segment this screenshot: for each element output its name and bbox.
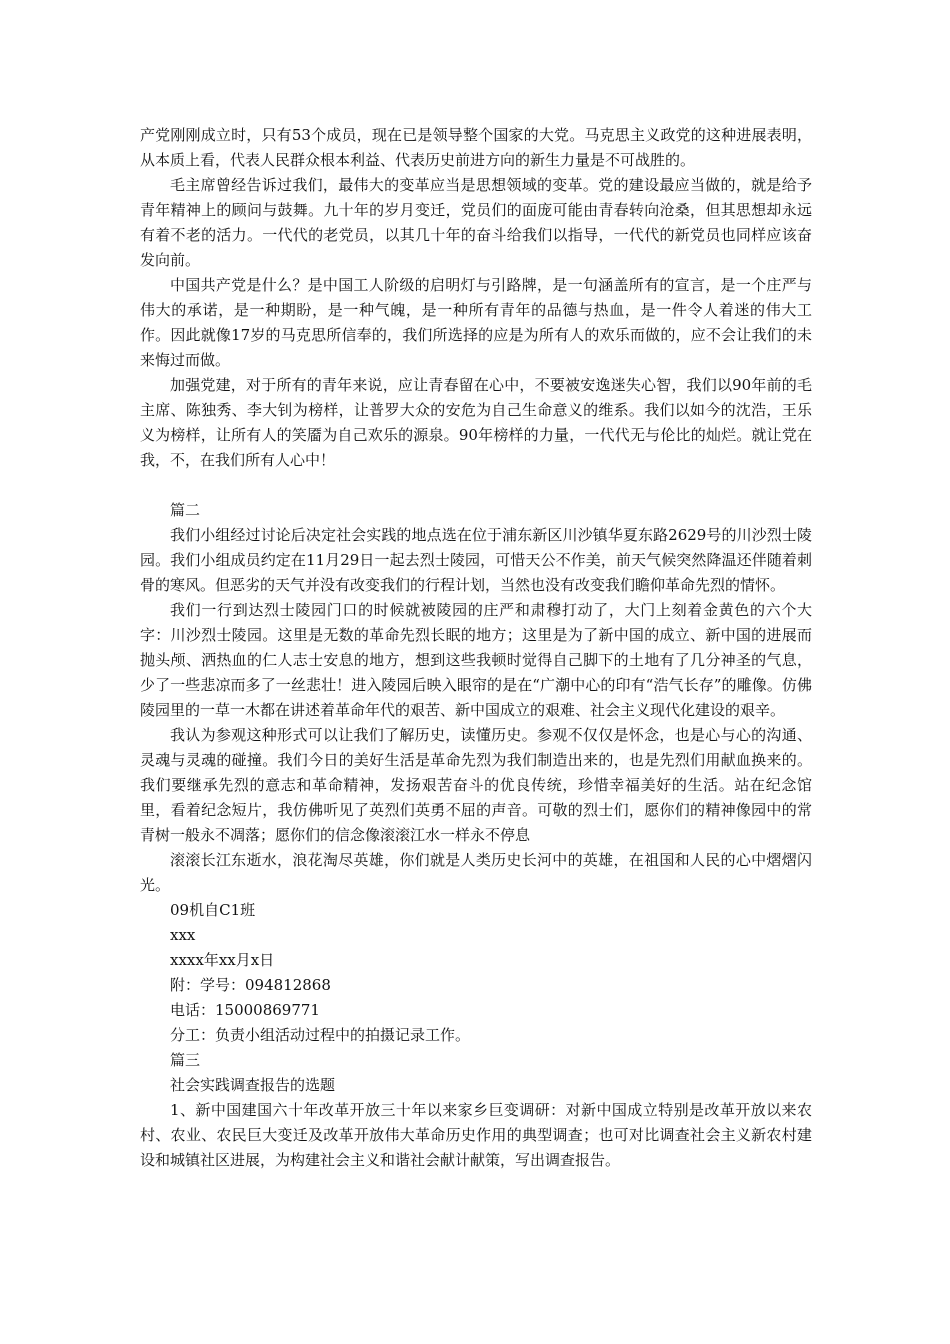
- paragraph: 加强党建，对于所有的青年来说，应让青春留在心中，不要被安逸迷失心智，我们以90年前的毛主席、陈独秀、李大钊为榜样，让普罗大众的安危为自己生命意义的维系。我们以如今的沈浩，王乐义为榜样，让所有人的笑靥为自己欢乐的源泉。90年榜样的力量，一代代无与伦比的灿烂。就让党在我，不，在我们所有人心中！: [140, 376, 812, 469]
- section-heading: 篇三: [170, 1051, 201, 1069]
- role-description: 分工：负责小组活动过程中的拍摄记录工作。: [170, 1026, 471, 1044]
- paragraph: 滚滚长江东逝水，浪花淘尽英雄，你们就是人类历史长河中的英雄，在祖国和人民的心中熠熠闪光。: [140, 851, 812, 894]
- paragraph: 1、新中国建国六十年改革开放三十年以来家乡巨变调研：对新中国成立特别是改革开放以来农村、农业、农民巨大变迁及改革开放伟大革命历史作用的典型调查；也可对比调查社会主义新农村建设和城镇社区进展，为构建社会主义和谐社会献计献策，写出调查报告。: [140, 1101, 812, 1169]
- paragraph: 毛主席曾经告诉过我们，最伟大的变革应当是思想领域的变革。党的建设最应当做的，就是给予青年精神上的顾问与鼓舞。九十年的岁月变迁，党员们的面庞可能由青春转向沧桑，但其思想却永远有着不老的活力。一代代的老党员，以其几十年的奋斗给我们以指导，一代代的新党员也同样应该奋发向前。: [140, 176, 812, 269]
- phone-number: 电话：15000869771: [170, 1001, 320, 1019]
- section-heading: 篇二: [170, 501, 201, 519]
- paragraph-continued: 产党刚刚成立时，只有53个成员，现在已是领导整个国家的大党。马克思主义政党的这种进展表明，从本质上看，代表人民群众根本利益、代表历史前进方向的新生力量是不可战胜的。: [140, 126, 812, 169]
- blank-line: [140, 473, 812, 498]
- class-name: 09机自C1班: [170, 901, 256, 919]
- document-page: [140, 123, 812, 1173]
- paragraph: 我们一行到达烈士陵园门口的时候就被陵园的庄严和肃穆打动了，大门上刻着金黄色的六个大字：川沙烈士陵园。这里是无数的革命先烈长眠的地方；这里是为了新中国的成立、新中国的进展而抛头颅、洒热血的仁人志士安息的地方，想到这些我顿时觉得自己脚下的土地有了几分神圣的气息，少了一些悲凉而多了一丝悲壮！进入陵园后映入眼帘的是在“广潮中心的印有“浩气长存”的雕像。仿佛陵园里的一草一木都在讲述着革命年代的艰苦、新中国成立的艰难、社会主义现代化建设的艰辛。: [140, 601, 812, 719]
- paragraph: 中国共产党是什么？是中国工人阶级的启明灯与引路牌，是一句涵盖所有的宣言，是一个庄严与伟大的承诺，是一种期盼，是一种气魄，是一种所有青年的品德与热血，是一件令人着迷的伟大工作。因此就像17岁的马克思所信奉的，我们所选择的应是为所有人的欢乐而做的，应不会让我们的未来悔过而做。: [140, 276, 812, 369]
- paragraph: 我认为参观这种形式可以让我们了解历史，读懂历史。参观不仅仅是怀念，也是心与心的沟通、灵魂与灵魂的碰撞。我们今日的美好生活是革命先烈为我们制造出来的，也是先烈们用献血换来的。我们要继承先烈的意志和革命精神，发扬艰苦奋斗的优良传统，珍惜幸福美好的生活。站在纪念馆里，看着纪念短片，我仿佛听见了英烈们英勇不屈的声音。可敬的烈士们，愿你们的精神像园中的常青树一般永不凋落；愿你们的信念像滚滚江水一样永不停息: [140, 726, 812, 844]
- date-line: xxxx年xx月x日: [170, 951, 275, 969]
- section-subheading: 社会实践调查报告的选题: [170, 1076, 336, 1094]
- paragraph: 我们小组经过讨论后决定社会实践的地点选在位于浦东新区川沙镇华夏东路2629号的川沙烈士陵园。我们小组成员约定在11月29日一起去烈士陵园，可惜天公不作美，前天气候突然降温还伴随着刺骨的寒风。但恶劣的天气并没有改变我们的行程计划，当然也没有改变我们瞻仰革命先烈的情怀。: [140, 526, 812, 594]
- student-id: 附：学号：094812868: [170, 976, 331, 994]
- author-name: xxx: [170, 926, 196, 944]
